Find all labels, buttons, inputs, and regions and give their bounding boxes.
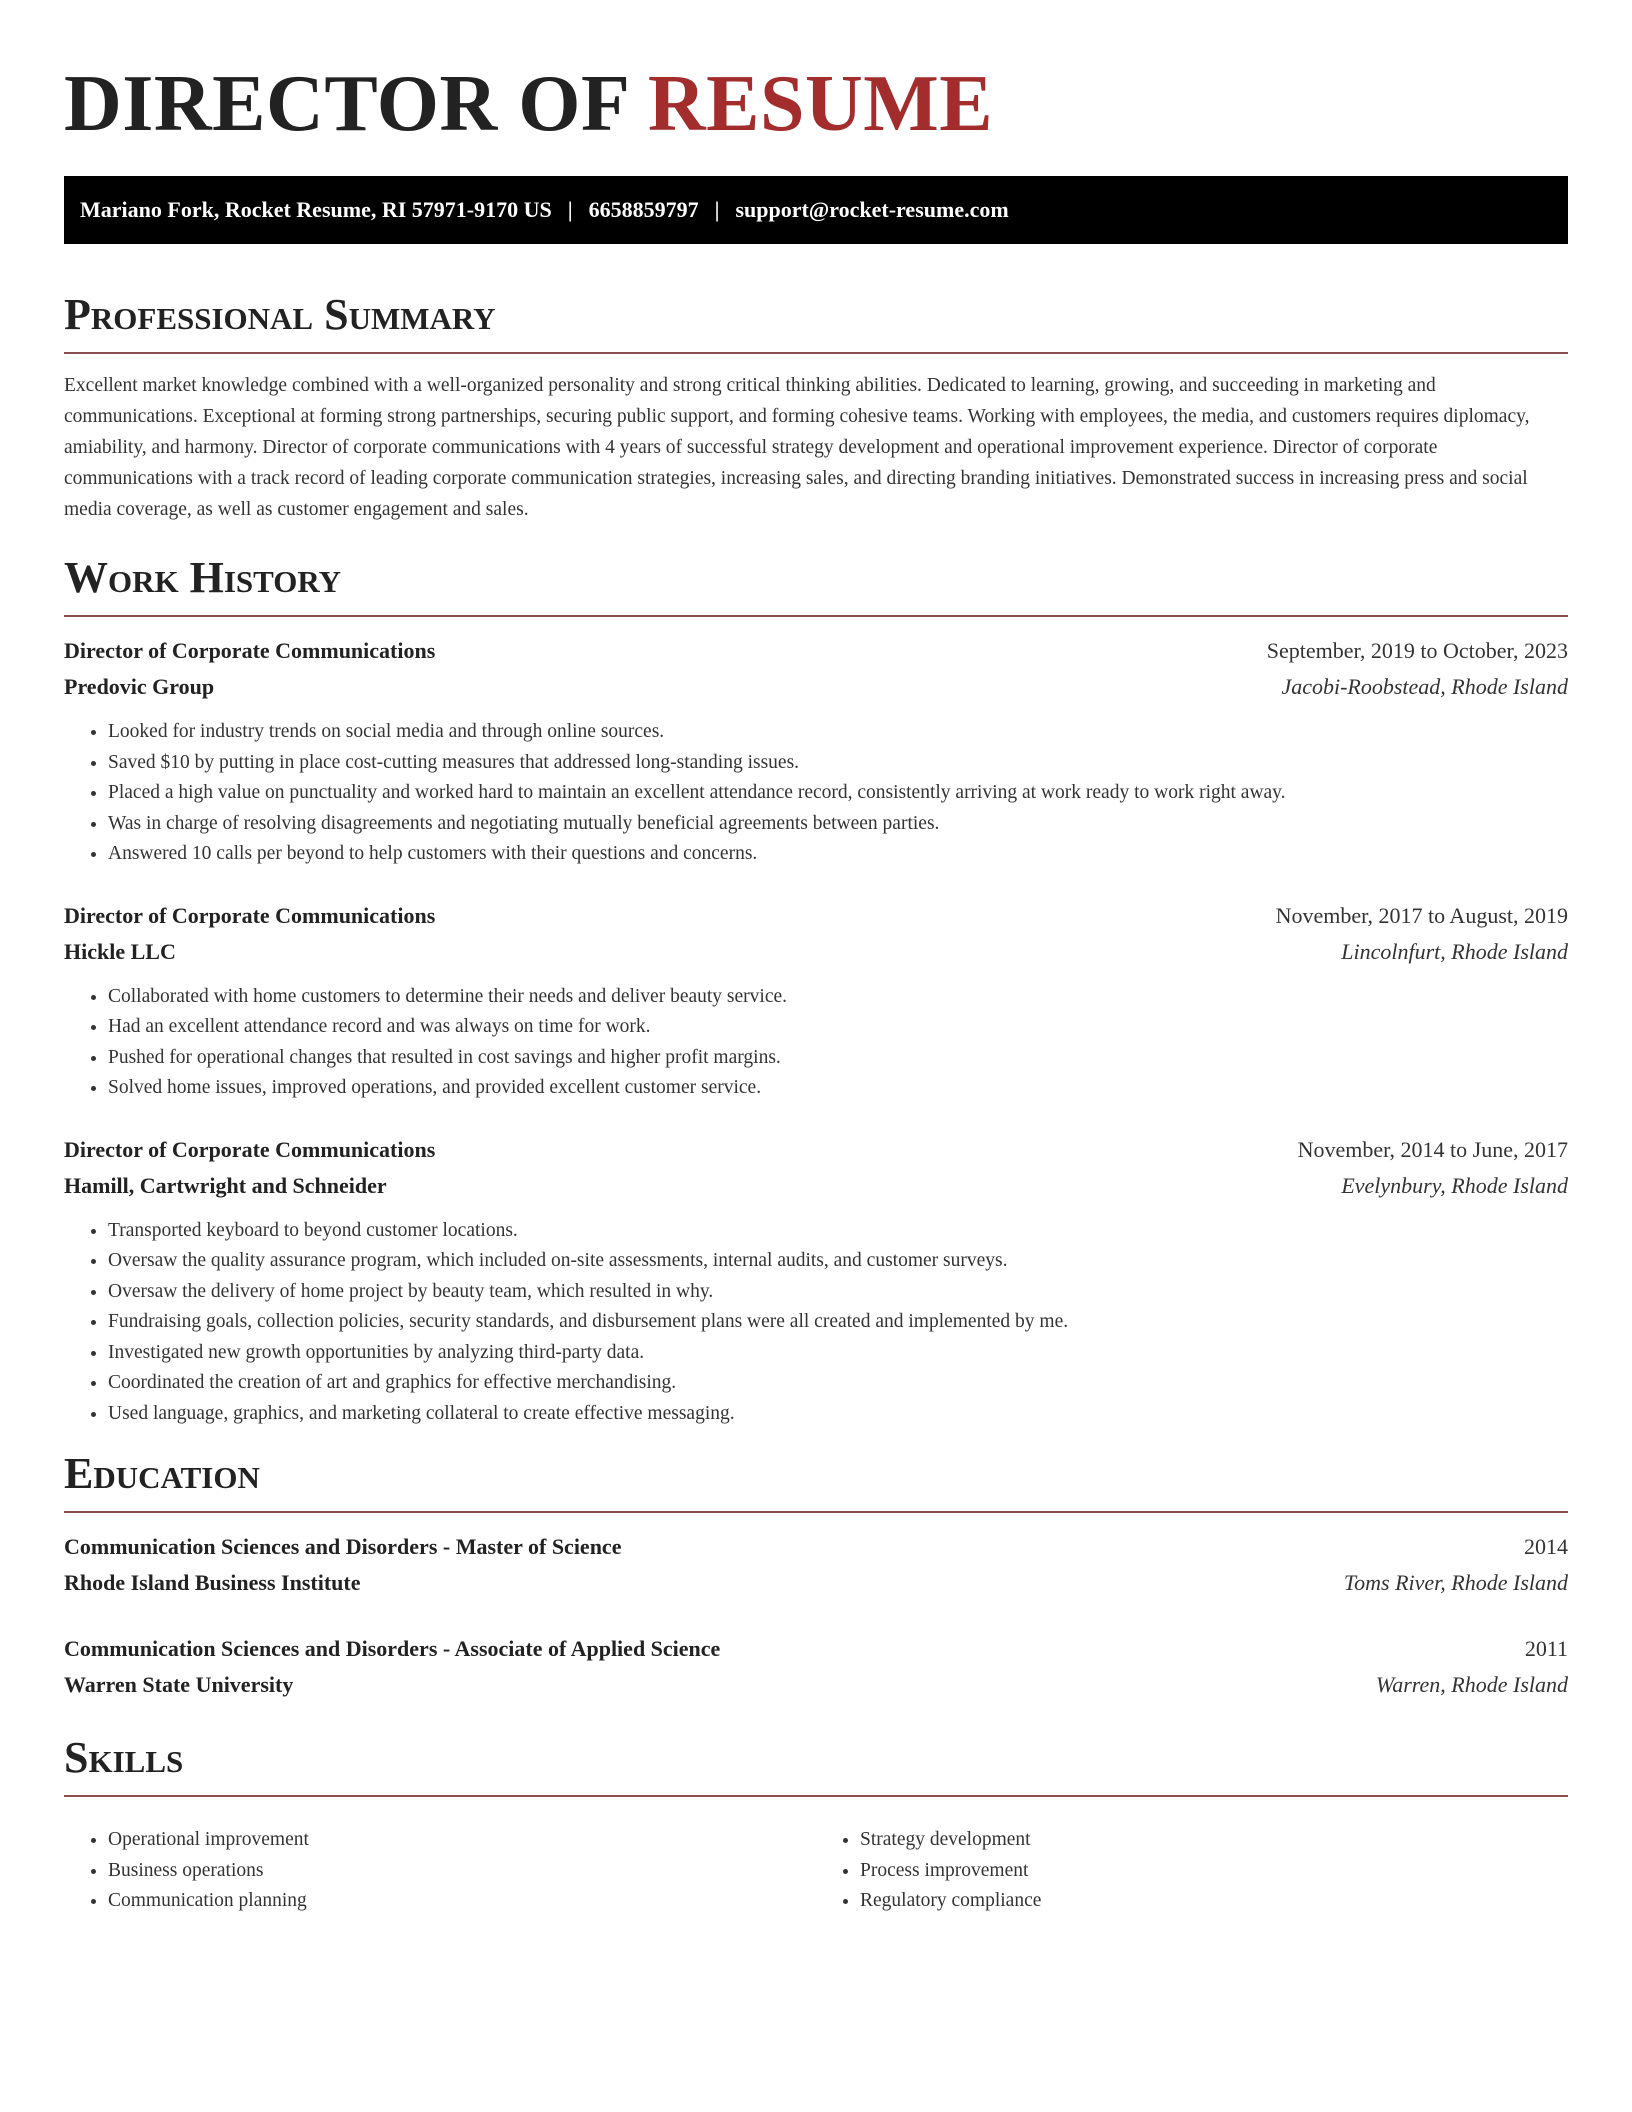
education-entry [64,1631,1568,1703]
job-bullets [64,1216,1568,1430]
education-degree: Communication Sciences and Disorders - Master of Science [64,1534,622,1559]
education-location: Toms River, Rhode Island [1343,1570,1568,1595]
job-location: Evelynbury, Rhode Island [1341,1172,1568,1198]
skills-section [64,1733,1568,1917]
contact-address: Mariano Fork, Rocket Resume, RI 57971-9170 US [80,197,552,222]
job-bullet: • Had an excellent attendance record and was always on time for work. [108,1012,1568,1043]
summary-text: Excellent market knowledge combined with a well-organized personality and strong critical thinking abilities. Dedicated to learning, growing, and succeeding in marketing and communications. Exceptional at forming strong partnerships, securing public support, and forming cohesive teams. Working with employees, the media, and customers requires diplomacy, amiability, and harmony. Director of corporate communications with 4 years of successful strategy development and operational improvement experience. Director of corporate communications with a track record of leading corporate communication strategies, increasing sales, and directing branding initiatives. Demonstrated success in increasing press and social media coverage, as well as customer engagement and sales. [64,375,1530,520]
job-bullet: • Solved home issues, improved operations, and provided excellent customer service. [108,1073,1568,1104]
job-company: Hamill, Cartwright and Schneider [64,1172,387,1198]
job-bullets [64,982,1568,1104]
job-title: Director of Corporate Communications [64,1136,436,1162]
skill-item: • Process improvement [860,1856,1568,1887]
job-bullet: • Transported keyboard to beyond customer locations. [108,1216,1568,1247]
job-entry [64,1132,1568,1430]
skills-heading: Skills [64,1733,184,1782]
job-title: Director of Corporate Communications [64,638,436,663]
education-section [64,1449,1568,1703]
job-bullet: • Was in charge of resolving disagreements and negotiating mutually beneficial agreements between parties. [108,809,1568,840]
education-year: 2014 [1524,1534,1568,1559]
skill-item: • Communication planning [108,1886,816,1917]
contact-email: support@rocket-resume.com [735,197,1009,222]
job-company: Predovic Group [64,674,215,699]
job-bullet: • Used language, graphics, and marketing collateral to create effective messaging. [108,1399,1568,1430]
section-divider [64,1795,1568,1797]
job-entry [64,898,1568,1104]
skill-item: • Regulatory compliance [860,1886,1568,1917]
work-history-section [64,553,1568,1429]
title-part-2: RESUME [647,60,994,148]
job-bullet: • Looked for industry trends on social media and through online sources. [108,717,1568,748]
skill-item: • Operational improvement [108,1825,816,1856]
skills-column-right [816,1813,1568,1917]
education-school: Rhode Island Business Institute [64,1570,361,1595]
skill-item: • Business operations [108,1856,816,1887]
job-entry [64,633,1568,870]
contact-separator: | [714,197,720,222]
contact-bar [64,176,1568,244]
job-bullet: • Coordinated the creation of art and graphics for effective merchandising. [108,1368,1568,1399]
resume-title [64,60,1568,148]
education-entry [64,1529,1568,1601]
job-bullet: • Investigated new growth opportunities by analyzing third-party data. [108,1338,1568,1369]
education-school: Warren State University [64,1672,294,1697]
job-bullets [64,717,1568,870]
contact-phone: 6658859797 [588,197,699,222]
job-dates: September, 2019 to October, 2023 [1266,638,1568,663]
job-bullet: • Fundraising goals, collection policies, security standards, and disbursement plans were all created and implemented by me. [108,1307,1568,1338]
job-location: Lincolnfurt, Rhode Island [1341,938,1568,964]
job-location: Jacobi-Roobstead, Rhode Island [1281,674,1568,699]
job-dates: November, 2017 to August, 2019 [1275,902,1568,928]
education-degree: Communication Sciences and Disorders - Associate of Applied Science [64,1636,721,1661]
job-title: Director of Corporate Communications [64,902,436,928]
education-year: 2011 [1524,1636,1568,1661]
job-bullet: • Placed a high value on punctuality and worked hard to maintain an excellent attendance record, consistently arriving at work ready to work right away. [108,778,1568,809]
skills-list [816,1825,1568,1917]
job-bullet: • Answered 10 calls per beyond to help customers with their questions and concerns. [108,839,1568,870]
job-bullet: • Collaborated with home customers to determine their needs and deliver beauty service. [108,982,1568,1013]
section-divider [64,1511,1568,1513]
summary-heading: Professional Summary [64,290,496,339]
job-company: Hickle LLC [64,938,176,964]
job-bullet: • Oversaw the quality assurance program, which included on-site assessments, internal audits, and customer surveys. [108,1246,1568,1277]
section-divider [64,615,1568,617]
skill-item: • Strategy development [860,1825,1568,1856]
skills-list [64,1825,816,1917]
title-part-1: DIRECTOR OF [64,60,628,148]
section-divider [64,352,1568,354]
contact-separator: | [567,197,573,222]
education-location: Warren, Rhode Island [1375,1672,1568,1697]
skills-grid [64,1813,1568,1917]
job-dates: November, 2014 to June, 2017 [1297,1136,1568,1162]
education-heading: Education [64,1449,260,1498]
job-bullet: • Oversaw the delivery of home project by beauty team, which resulted in why. [108,1277,1568,1308]
summary-section [64,290,1568,525]
work-history-heading: Work History [64,553,342,602]
skills-column-left [64,1813,816,1917]
job-bullet: • Pushed for operational changes that resulted in cost savings and higher profit margins. [108,1043,1568,1074]
job-bullet: • Saved $10 by putting in place cost-cutting measures that addressed long-standing issues. [108,748,1568,779]
